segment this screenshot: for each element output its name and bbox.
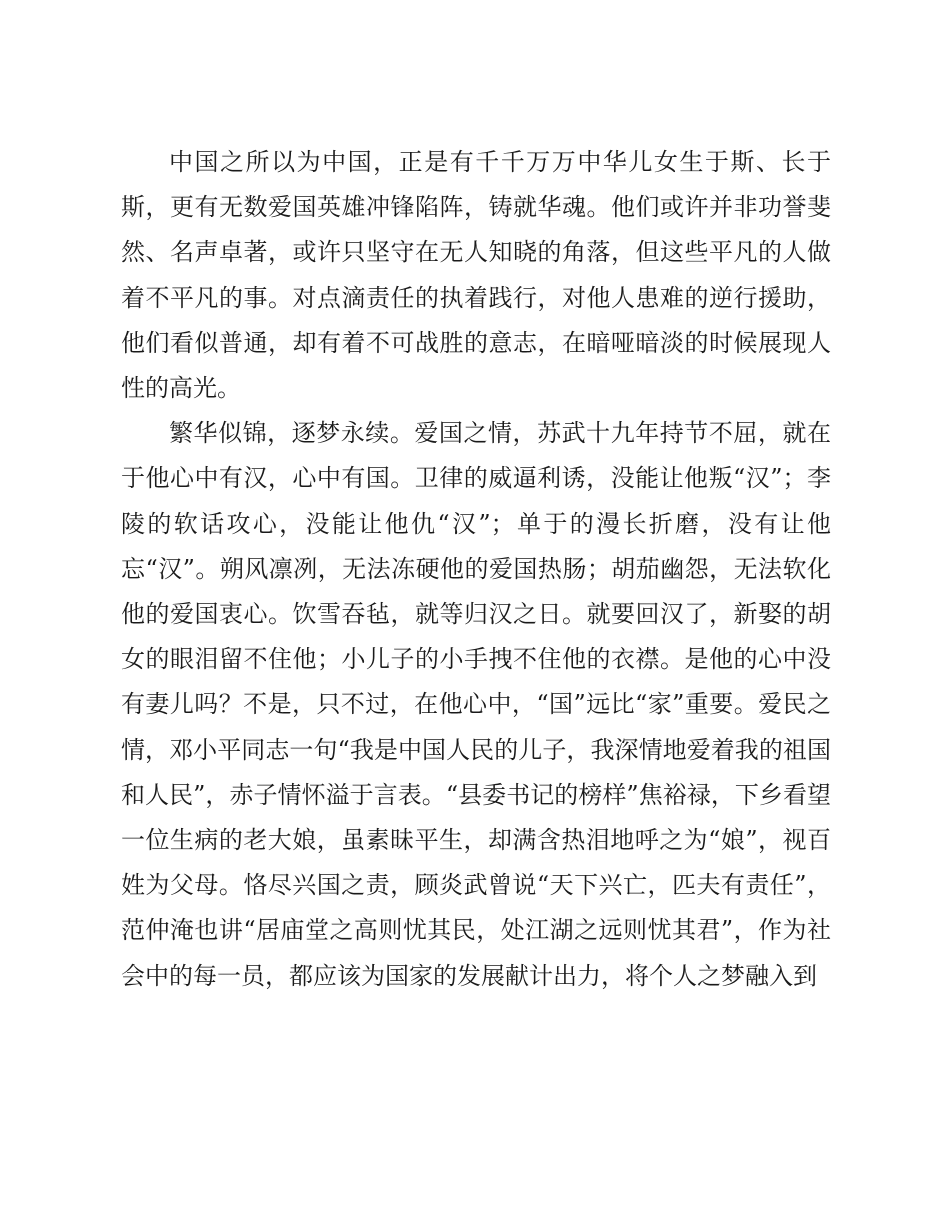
paragraph-2: 繁华似锦，逐梦永续。爱国之情，苏武十九年持节不屈，就在于他心中有汉，心中有国。卫律的威逼利诱，没能让他叛“汉”；李陵的软话攻心，没能让他仇“汉”；单于的漫长折磨，没有让他忘“汉”。朔风凛冽，无法冻硬他的爱国热肠；胡茄幽怨，无法软化他的爱国衷心。饮雪吞毡，就等归汉之日。就要回汉了，新娶的胡女的眼泪留不住他；小儿子的小手拽不住他的衣襟。是他的心中没有妻儿吗？不是，只不过，在他心中，“国”远比“家”重要。爱民之情，邓小平同志一句“我是中国人民的儿子，我深情地爱着我的祖国和人民”，赤子情怀溢于言表。“县委书记的榜样”焦裕禄，下乡看望一位生病的老大娘，虽素昧平生，却满含热泪地呼之为“娘”，视百姓为父母。恪尽兴国之责，顾炎武曾说“天下兴亡，匹夫有责任”，范仲淹也讲“居庙堂之高则忧其民，处江湖之远则忧其君”，作为社会中的每一员，都应该为国家的发展献计出力，将个人之梦融入到 <box>121 419 831 990</box>
paragraph-1: 中国之所以为中国，正是有千千万万中华儿女生于斯、长于斯，更有无数爱国英雄冲锋陷阵，铸就华魂。他们或许并非功誉斐然、名声卓著，或许只坚守在无人知晓的角落，但这些平凡的人做着不平凡的事。对点滴责任的执着践行，对他人患难的逆行援助，他们看似普通，却有着不可战胜的意志，在暗哑暗淡的时候展现人性的高光。 <box>121 148 831 403</box>
document-page <box>121 140 831 999</box>
